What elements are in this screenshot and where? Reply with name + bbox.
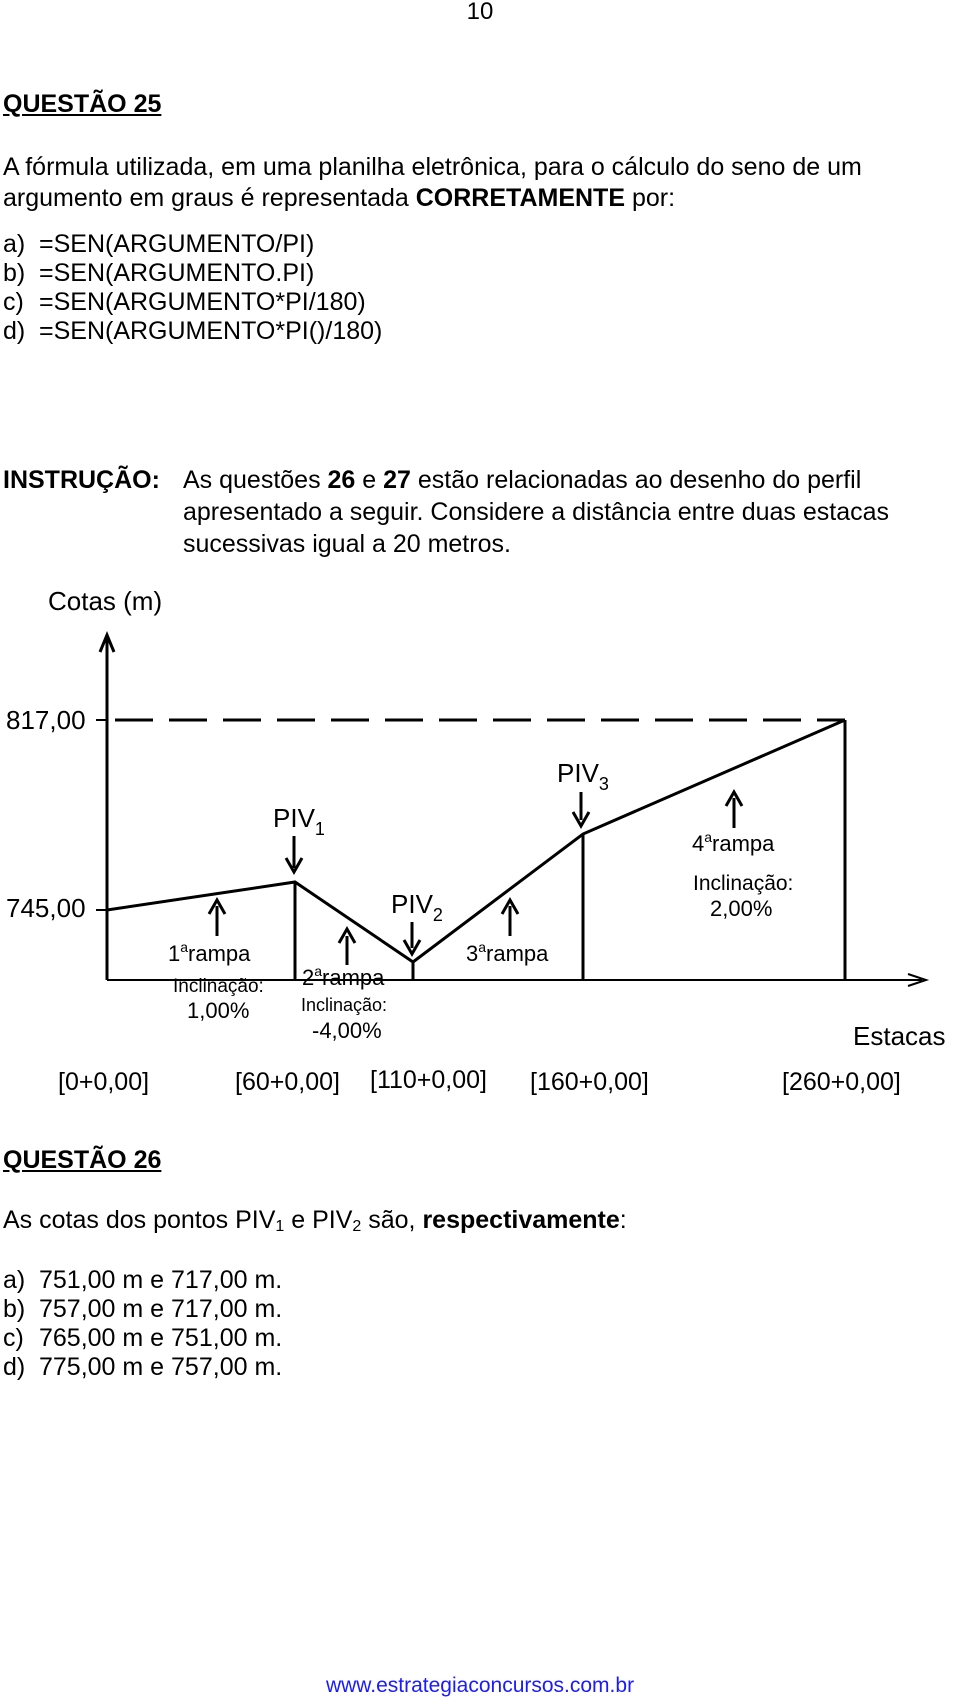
- instruction-text: [183, 464, 960, 560]
- option-letter: a): [3, 1266, 26, 1294]
- q26-option-a: [3, 1265, 282, 1295]
- option-text: =SEN(ARGUMENTO*PI/180): [39, 288, 366, 316]
- y-axis-label: Cotas (m): [48, 586, 163, 616]
- q26-text-b: e PIV: [284, 1206, 353, 1234]
- x-tick-60: [60+0,00]: [235, 1068, 340, 1096]
- x-tick-260: [260+0,00]: [782, 1068, 901, 1096]
- option-letter: b): [3, 1295, 26, 1323]
- option-letter: c): [3, 288, 24, 316]
- question-25-statement: [3, 152, 953, 214]
- ramp1-incl-label: Inclinação:: [173, 976, 264, 997]
- option-text: =SEN(ARGUMENTO/PI): [39, 230, 315, 258]
- instruction-num1: 26: [327, 466, 356, 494]
- ramp1-label: 1$^a$rampa: [168, 939, 251, 966]
- ramp4-incl-label: Inclinação:: [693, 872, 794, 895]
- option-letter: a): [3, 230, 26, 258]
- option-text: 775,00 m e 757,00 m.: [39, 1353, 283, 1381]
- q26-sub1: 1: [275, 1218, 285, 1235]
- option-letter: c): [3, 1324, 24, 1352]
- piv1-label: $PIV_1$: [273, 803, 325, 839]
- profile-diagram: [0, 580, 960, 1100]
- x-tick-160: [160+0,00]: [530, 1068, 649, 1096]
- q26-text-d: :: [619, 1206, 627, 1234]
- q25-text-part1: A fórmula utilizada, em uma planilha eletrônica, para o cálculo do seno de um argumento em graus é representada: [3, 153, 862, 212]
- ramp2-incl-label: Inclinação:: [301, 995, 388, 1015]
- q26-option-b: [3, 1294, 282, 1324]
- question-26-statement: [3, 1205, 953, 1242]
- q25-option-d: [3, 316, 382, 346]
- instruction-text-c: estão relacionadas ao desenho do perfil apresentado a seguir. Considere a distância entre duas estacas sucessivas igual a 20 metros.: [183, 466, 890, 558]
- q26-option-d: [3, 1352, 282, 1382]
- page-number: 10: [466, 0, 494, 25]
- profile-figure: [0, 580, 960, 1107]
- q26-text-a: As cotas dos pontos PIV: [3, 1206, 276, 1234]
- q26-sub2: 2: [352, 1218, 362, 1235]
- option-letter: d): [3, 317, 26, 345]
- option-text: =SEN(ARGUMENTO.PI): [39, 259, 315, 287]
- question-26-title: QUESTÃO 26: [3, 1146, 162, 1174]
- q25-option-a: [3, 229, 314, 259]
- ramp4-label: 4$^a$rampa: [692, 829, 775, 856]
- q26-option-c: [3, 1323, 282, 1353]
- option-letter: d): [3, 1353, 26, 1381]
- q25-text-part2: por:: [625, 184, 676, 212]
- piv2-label: $PIV_2$: [391, 889, 443, 925]
- q25-text-bold: CORRETAMENTE: [415, 184, 626, 212]
- x-tick-0: [0+0,00]: [58, 1068, 150, 1096]
- footer-website-link[interactable]: www.estrategiaconcursos.com.br: [325, 1674, 635, 1697]
- piv3-label: $PIV_3$: [557, 758, 609, 794]
- option-text: 757,00 m e 717,00 m.: [39, 1295, 283, 1323]
- option-text: =SEN(ARGUMENTO*PI()/180): [39, 317, 383, 345]
- q26-text-c: são,: [361, 1206, 423, 1234]
- ramp3-label: 3$^a$rampa: [466, 939, 549, 966]
- ramp1-incl-value: 1,00%: [187, 998, 250, 1023]
- instruction-text-a: As questões: [183, 466, 328, 494]
- x-axis-label: Estacas: [853, 1021, 946, 1051]
- option-text: 765,00 m e 751,00 m.: [39, 1324, 283, 1352]
- instruction-num2: 27: [383, 466, 411, 494]
- option-letter: b): [3, 259, 26, 287]
- instruction-block: [3, 464, 890, 558]
- ramp2-incl-value: -4,00%: [312, 1018, 382, 1043]
- ramp2-label: 2$^a$rampa: [302, 963, 385, 990]
- q25-option-c: [3, 287, 366, 317]
- ramp4-incl-value: 2,00%: [710, 896, 773, 921]
- q26-text-bold: respectivamente: [422, 1206, 620, 1234]
- instruction-label: INSTRUÇÃO:: [3, 466, 160, 494]
- x-tick-110: [110+0,00]: [370, 1066, 488, 1094]
- option-text: 751,00 m e 717,00 m.: [39, 1266, 283, 1294]
- y-tick-745: 745,00: [6, 893, 86, 923]
- instruction-text-b: e: [355, 466, 384, 494]
- question-25-title: QUESTÃO 25: [3, 90, 162, 118]
- y-tick-817: 817,00: [6, 705, 86, 735]
- q25-option-b: [3, 258, 314, 288]
